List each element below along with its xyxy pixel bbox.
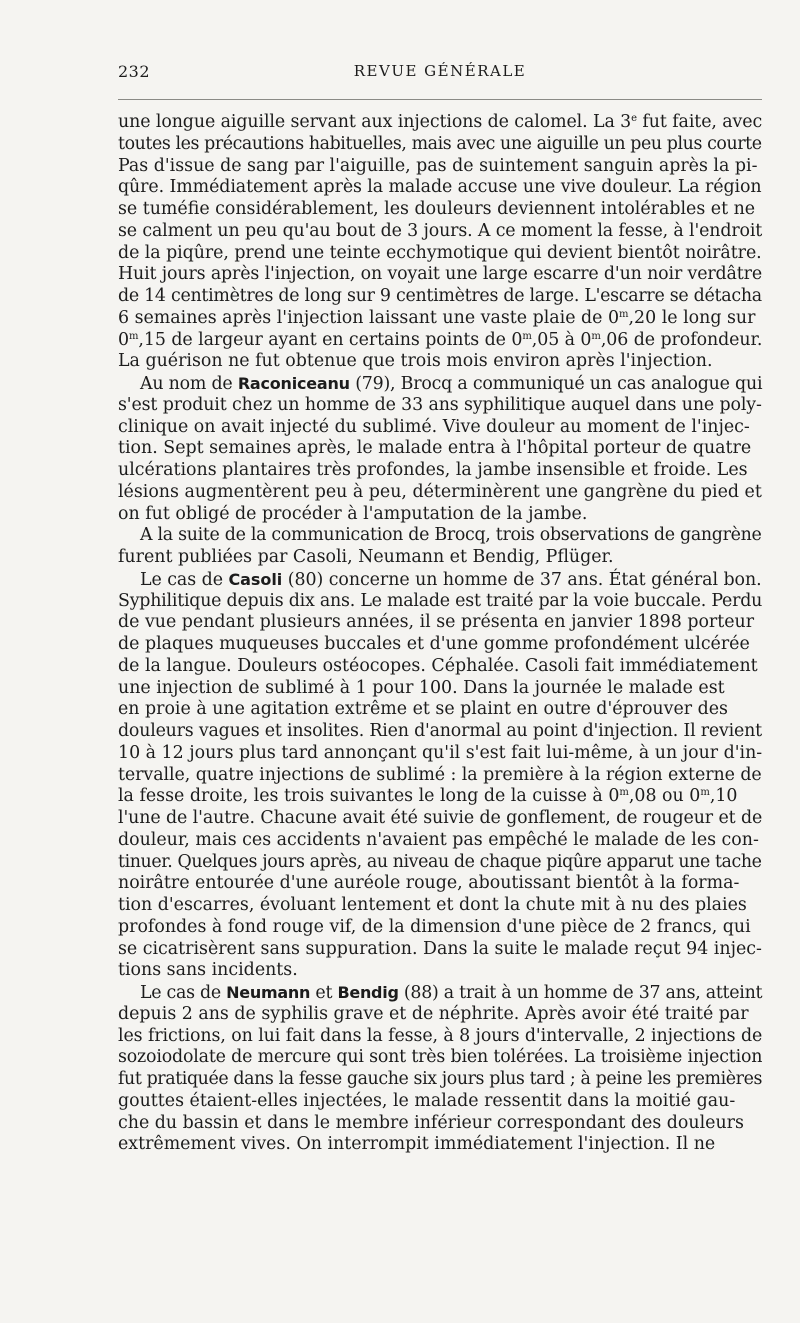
running-title: REVUE GÉNÉRALE <box>353 62 527 80</box>
text-line: extrêmement vives. On interrompit immédiatement l'injection. Il ne <box>118 1134 716 1155</box>
text-line: 0$^m$,15 de largeur ayant en certains points de 0$^m$,05 à 0$^m$,06 de profondeur. <box>118 329 763 350</box>
text-line: gouttes étaient-elles injectées, le malade ressentit dans la moitié gau- <box>118 1090 736 1111</box>
text-line: douleur, mais ces accidents n'avaient pas empêché le malade de les con- <box>118 829 759 850</box>
text-line: une injection de sublimé à 1 pour 100. Dans la journée le malade est <box>118 677 725 698</box>
page-number: 232 <box>118 62 151 81</box>
text-line: A la suite de la communication de Brocq, trois observations de gangrène <box>140 525 762 546</box>
text-line: Au nom de Raconiceanu (79), Brocq a communiqué un cas analogue qui <box>140 374 763 394</box>
author-name: Bendig <box>337 983 399 1002</box>
author-name: Casoli <box>228 569 283 589</box>
text-line: tinuer. Quelques jours après, au niveau de chaque piqûre apparut une tache <box>118 851 762 872</box>
text-line: tions sans incidents. <box>118 960 298 981</box>
text-line: lésions augmentèrent peu à peu, déterminèrent une gangrène du pied et <box>118 481 762 502</box>
text-line: douleurs vagues et insolites. Rien d'anormal au point d'injection. Il revient <box>118 721 762 741</box>
text-line: en proie à une agitation extrême et se plaint en outre d'éprouver des <box>118 699 728 720</box>
author-name: Neumann <box>226 983 311 1002</box>
text-line: sozoiodolate de mercure qui sont très bien tolérées. La troisième injection <box>118 1047 763 1068</box>
text-line: clinique on avait injecté du sublimé. Vive douleur au moment de l'injec- <box>118 416 750 437</box>
running-header <box>118 58 762 88</box>
text-line: de plaques muqueuses buccales et d'une gomme profondément ulcérée <box>118 634 750 654</box>
text-line: Pas d'issue de sang par l'aiguille, pas de suintement sanguin après la pi- <box>118 155 758 176</box>
text-line: les frictions, on lui fait dans la fesse, à 8 jours d'intervalle, 2 injections de <box>118 1025 763 1046</box>
text-line: tervalle, quatre injections de sublimé : la première à la région externe de <box>118 764 762 785</box>
text-line: de la langue. Douleurs ostéocopes. Céphalée. Casoli fait immédiatement <box>118 655 758 676</box>
text-line: de 14 centimètres de long sur 9 centimètres de large. L'escarre se détacha <box>118 286 762 306</box>
text-line: noirâtre entourée d'une auréole rouge, aboutissant bientôt à la forma- <box>118 873 740 894</box>
text-line: qûre. Immédiatement après la malade accuse une vive douleur. La région <box>118 177 762 198</box>
text-line: depuis 2 ans de syphilis grave et de néphrite. Après avoir été traité par <box>118 1003 749 1024</box>
body-text <box>118 112 762 1156</box>
text-line: on fut obligé de procéder à l'amputation de la jambe. <box>118 503 588 524</box>
text-line: fut pratiquée dans la fesse gauche six jours plus tard ; à peine les premières <box>118 1069 763 1089</box>
text-line: 6 semaines après l'injection laissant une vaste plaie de 0$^m$,20 le long sur <box>118 307 756 328</box>
text-line: Huit jours après l'injection, on voyait une large escarre d'un noir verdâtre <box>118 264 762 285</box>
text-line: toutes les précautions habituelles, mais avec une aiguille un peu plus courte <box>118 133 762 154</box>
author-name: Raconiceanu <box>237 374 350 393</box>
text-line: Le cas de Casoli (80) concerne un homme de 37 ans. État général bon. <box>140 569 762 590</box>
text-line: Syphilitique depuis dix ans. Le malade est traité par la voie buccale. Perdu <box>118 590 763 611</box>
text-line: s'est produit chez un homme de 33 ans syphilitique auquel dans une poly- <box>118 394 762 415</box>
text-line: de la piqûre, prend une teinte ecchymotique qui devient bientôt noirâtre. <box>118 242 762 263</box>
text-line: la fesse droite, les trois suivantes le long de la cuisse à 0$^m$,08 ou 0$^m$,10 <box>118 786 738 807</box>
text-line: de vue pendant plusieurs années, il se présenta en janvier 1898 porteur <box>118 612 755 633</box>
text-line: Le cas de Neumann et Bendig (88) a trait à un homme de 37 ans, atteint <box>140 983 763 1003</box>
text-line: che du bassin et dans le membre inférieur correspondant des douleurs <box>118 1112 744 1133</box>
text-line: furent publiées par Casoli, Neumann et Bendig, Pflüger. <box>118 547 614 567</box>
text-line: se calment un peu qu'au bout de 3 jours. A ce moment la fesse, à l'endroit <box>118 220 763 241</box>
text-line: ulcérations plantaires très profondes, la jambe insensible et froide. Les <box>118 460 748 480</box>
text-line: se tuméfie considérablement, les douleurs deviennent intolérables et ne <box>118 199 756 219</box>
text-line: une longue aiguille servant aux injections de calomel. La 3e fut faite, avec <box>118 112 763 132</box>
text-line: 10 à 12 jours plus tard annonçant qu'il s'est fait lui-même, à un jour d'in- <box>118 742 763 763</box>
text-line: tion. Sept semaines après, le malade entra à l'hôpital porteur de quatre <box>118 438 752 459</box>
text-line: La guérison ne fut obtenue que trois mois environ après l'injection. <box>118 351 713 372</box>
text-line: tion d'escarres, évoluant lentement et dont la chute mit à nu des plaies <box>118 895 747 915</box>
text-line: profondes à fond rouge vif, de la dimension d'une pièce de 2 francs, qui <box>118 916 751 937</box>
text-line: se cicatrisèrent sans suppuration. Dans la suite le malade reçut 94 injec- <box>118 938 762 959</box>
text-line: l'une de l'autre. Chacune avait été suivie de gonflement, de rougeur et de <box>118 808 763 828</box>
header-rule <box>118 99 762 100</box>
